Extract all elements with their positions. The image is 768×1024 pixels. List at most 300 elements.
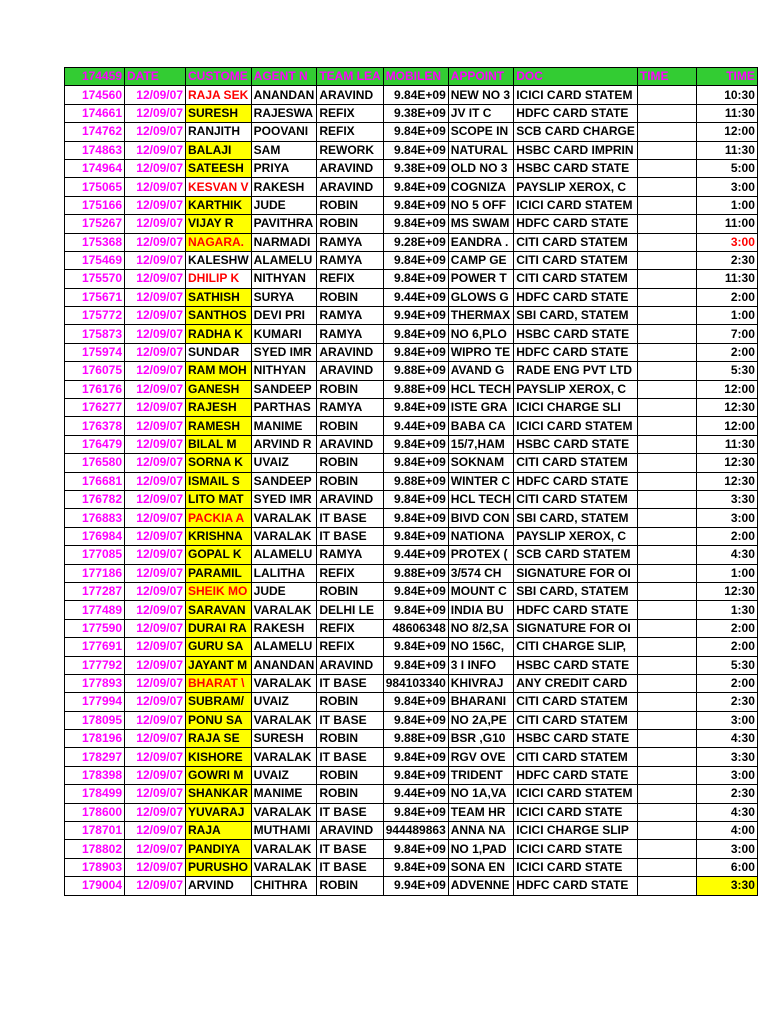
cell-id[interactable]: 174863 — [65, 141, 125, 159]
cell-date[interactable]: 12/09/07 — [125, 417, 186, 435]
cell-id[interactable]: 177792 — [65, 656, 125, 674]
cell-time[interactable] — [637, 509, 696, 527]
cell-doc[interactable]: ICICI CARD STATEM — [514, 86, 638, 104]
cell-team-lead[interactable]: RAMYA — [317, 307, 383, 325]
cell-appointment[interactable]: KHIVRAJ — [448, 674, 513, 692]
cell-mobile[interactable]: 9.84E+09 — [383, 435, 448, 453]
cell-date[interactable]: 12/09/07 — [125, 141, 186, 159]
cell-mobile[interactable]: 9.84E+09 — [383, 509, 448, 527]
cell-agent[interactable]: SYED IMR — [251, 490, 317, 508]
cell-id[interactable]: 175267 — [65, 215, 125, 233]
cell-id[interactable]: 176681 — [65, 472, 125, 490]
cell-team-lead[interactable]: ARAVIND — [317, 362, 383, 380]
cell-time[interactable] — [637, 123, 696, 141]
cell-id[interactable]: 177691 — [65, 638, 125, 656]
cell-agent[interactable]: PRIYA — [251, 159, 317, 177]
cell-team-lead[interactable]: IT BASE — [317, 674, 383, 692]
cell-time2[interactable]: 10:30 — [696, 86, 757, 104]
cell-mobile[interactable]: 9.84E+09 — [383, 178, 448, 196]
cell-date[interactable]: 12/09/07 — [125, 435, 186, 453]
cell-mobile[interactable]: 9.84E+09 — [383, 748, 448, 766]
cell-customer[interactable]: RAJESH — [186, 399, 252, 417]
cell-agent[interactable]: LALITHA — [251, 564, 317, 582]
cell-time2[interactable]: 3:00 — [696, 711, 757, 729]
cell-date[interactable]: 12/09/07 — [125, 325, 186, 343]
cell-team-lead[interactable]: ROBIN — [317, 417, 383, 435]
cell-customer[interactable]: RAMESH — [186, 417, 252, 435]
cell-mobile[interactable]: 9.84E+09 — [383, 141, 448, 159]
cell-doc[interactable]: CITI CARD STATEM — [514, 711, 638, 729]
cell-date[interactable]: 12/09/07 — [125, 748, 186, 766]
cell-agent[interactable]: UVAIZ — [251, 693, 317, 711]
cell-agent[interactable]: DEVI PRI — [251, 307, 317, 325]
cell-mobile[interactable]: 9.84E+09 — [383, 766, 448, 784]
cell-customer[interactable]: BALAJI — [186, 141, 252, 159]
cell-id[interactable]: 177994 — [65, 693, 125, 711]
cell-mobile[interactable]: 9.88E+09 — [383, 730, 448, 748]
cell-appointment[interactable]: ISTE GRA — [448, 399, 513, 417]
cell-id[interactable]: 176378 — [65, 417, 125, 435]
cell-agent[interactable]: ANANDAN — [251, 86, 317, 104]
cell-date[interactable]: 12/09/07 — [125, 380, 186, 398]
cell-doc[interactable]: SBI CARD, STATEM — [514, 582, 638, 600]
cell-doc[interactable]: ICICI CHARGE SLIP — [514, 822, 638, 840]
cell-agent[interactable]: MUTHAMI — [251, 822, 317, 840]
cell-time2[interactable]: 4:00 — [696, 822, 757, 840]
cell-doc[interactable]: PAYSLIP XEROX, C — [514, 178, 638, 196]
cell-team-lead[interactable]: ARAVIND — [317, 178, 383, 196]
cell-appointment[interactable]: RGV OVE — [448, 748, 513, 766]
cell-time[interactable] — [637, 380, 696, 398]
cell-date[interactable]: 12/09/07 — [125, 490, 186, 508]
cell-date[interactable]: 12/09/07 — [125, 288, 186, 306]
cell-date[interactable]: 12/09/07 — [125, 343, 186, 361]
header-cell-customer[interactable]: CUSTOME — [186, 68, 252, 86]
cell-customer[interactable]: GURU SA — [186, 638, 252, 656]
cell-date[interactable]: 12/09/07 — [125, 877, 186, 895]
cell-customer[interactable]: SANTHOS — [186, 307, 252, 325]
cell-doc[interactable]: HDFC CARD STATE — [514, 601, 638, 619]
cell-time[interactable] — [637, 307, 696, 325]
cell-time2[interactable]: 2:00 — [696, 638, 757, 656]
cell-mobile[interactable]: 9.84E+09 — [383, 638, 448, 656]
cell-team-lead[interactable]: ROBIN — [317, 785, 383, 803]
cell-agent[interactable]: ALAMELU — [251, 251, 317, 269]
cell-doc[interactable]: PAYSLIP XEROX, C — [514, 527, 638, 545]
cell-mobile[interactable]: 9.88E+09 — [383, 362, 448, 380]
cell-mobile[interactable]: 9.44E+09 — [383, 417, 448, 435]
cell-customer[interactable]: SATEESH — [186, 159, 252, 177]
cell-date[interactable]: 12/09/07 — [125, 582, 186, 600]
cell-doc[interactable]: SIGNATURE FOR OI — [514, 619, 638, 637]
cell-team-lead[interactable]: ROBIN — [317, 215, 383, 233]
cell-doc[interactable]: ICICI CARD STATE — [514, 858, 638, 876]
cell-appointment[interactable]: THERMAX — [448, 307, 513, 325]
cell-customer[interactable]: DURAI RA — [186, 619, 252, 637]
cell-team-lead[interactable]: ARAVIND — [317, 343, 383, 361]
cell-id[interactable]: 175873 — [65, 325, 125, 343]
cell-date[interactable]: 12/09/07 — [125, 86, 186, 104]
cell-appointment[interactable]: NO 2A,PE — [448, 711, 513, 729]
cell-id[interactable]: 175671 — [65, 288, 125, 306]
cell-agent[interactable]: PARTHAS — [251, 399, 317, 417]
cell-mobile[interactable]: 9.44E+09 — [383, 546, 448, 564]
cell-time2[interactable]: 4:30 — [696, 730, 757, 748]
cell-time[interactable] — [637, 343, 696, 361]
cell-id[interactable]: 179004 — [65, 877, 125, 895]
cell-customer[interactable]: RADHA K — [186, 325, 252, 343]
cell-date[interactable]: 12/09/07 — [125, 159, 186, 177]
cell-appointment[interactable]: 15/7,HAM — [448, 435, 513, 453]
cell-team-lead[interactable]: ROBIN — [317, 380, 383, 398]
cell-customer[interactable]: ISMAIL S — [186, 472, 252, 490]
cell-customer[interactable]: SUBRAM/ — [186, 693, 252, 711]
cell-customer[interactable]: RANJITH — [186, 123, 252, 141]
cell-appointment[interactable]: BSR ,G10 — [448, 730, 513, 748]
cell-mobile[interactable]: 9.84E+09 — [383, 251, 448, 269]
cell-time2[interactable]: 3:30 — [696, 748, 757, 766]
cell-customer[interactable]: GOPAL K — [186, 546, 252, 564]
cell-time[interactable] — [637, 215, 696, 233]
cell-time2[interactable]: 1:00 — [696, 564, 757, 582]
cell-time[interactable] — [637, 196, 696, 214]
cell-agent[interactable]: KUMARI — [251, 325, 317, 343]
cell-time[interactable] — [637, 840, 696, 858]
cell-agent[interactable]: CHITHRA — [251, 877, 317, 895]
cell-time[interactable] — [637, 803, 696, 821]
cell-appointment[interactable]: GLOWS G — [448, 288, 513, 306]
cell-id[interactable]: 176479 — [65, 435, 125, 453]
cell-date[interactable]: 12/09/07 — [125, 546, 186, 564]
cell-time2[interactable]: 12:30 — [696, 454, 757, 472]
cell-date[interactable]: 12/09/07 — [125, 399, 186, 417]
cell-doc[interactable]: SCB CARD STATEM — [514, 546, 638, 564]
cell-agent[interactable]: MANIME — [251, 785, 317, 803]
cell-date[interactable]: 12/09/07 — [125, 840, 186, 858]
cell-doc[interactable]: ICICI CHARGE SLI — [514, 399, 638, 417]
cell-mobile[interactable]: 9.84E+09 — [383, 693, 448, 711]
cell-doc[interactable]: HDFC CARD STATE — [514, 288, 638, 306]
cell-agent[interactable]: VARALAK — [251, 509, 317, 527]
cell-appointment[interactable]: WINTER C — [448, 472, 513, 490]
cell-id[interactable]: 175570 — [65, 270, 125, 288]
cell-time[interactable] — [637, 730, 696, 748]
cell-customer[interactable]: SHEIK MO — [186, 582, 252, 600]
cell-team-lead[interactable]: REWORK — [317, 141, 383, 159]
cell-appointment[interactable]: NO 1A,VA — [448, 785, 513, 803]
cell-mobile[interactable]: 9.84E+09 — [383, 840, 448, 858]
cell-customer[interactable]: GOWRI M — [186, 766, 252, 784]
cell-date[interactable]: 12/09/07 — [125, 656, 186, 674]
cell-agent[interactable]: JUDE — [251, 196, 317, 214]
cell-mobile[interactable]: 9.84E+09 — [383, 582, 448, 600]
cell-date[interactable]: 12/09/07 — [125, 730, 186, 748]
cell-date[interactable]: 12/09/07 — [125, 509, 186, 527]
cell-agent[interactable]: VARALAK — [251, 601, 317, 619]
cell-time[interactable] — [637, 86, 696, 104]
cell-time2[interactable]: 11:30 — [696, 141, 757, 159]
cell-agent[interactable]: RAJESWA — [251, 104, 317, 122]
cell-agent[interactable]: VARALAK — [251, 858, 317, 876]
cell-time2[interactable]: 2:00 — [696, 288, 757, 306]
cell-time2[interactable]: 12:30 — [696, 582, 757, 600]
cell-time[interactable] — [637, 822, 696, 840]
cell-time[interactable] — [637, 159, 696, 177]
cell-appointment[interactable]: BHARANI — [448, 693, 513, 711]
cell-appointment[interactable]: BIVD CON — [448, 509, 513, 527]
cell-mobile[interactable]: 9.88E+09 — [383, 380, 448, 398]
cell-time2[interactable]: 5:30 — [696, 656, 757, 674]
cell-time[interactable] — [637, 325, 696, 343]
cell-agent[interactable]: SYED IMR — [251, 343, 317, 361]
cell-date[interactable]: 12/09/07 — [125, 472, 186, 490]
cell-id[interactable]: 178802 — [65, 840, 125, 858]
cell-appointment[interactable]: ADVENNE — [448, 877, 513, 895]
cell-date[interactable]: 12/09/07 — [125, 858, 186, 876]
cell-team-lead[interactable]: ARAVIND — [317, 159, 383, 177]
cell-date[interactable]: 12/09/07 — [125, 785, 186, 803]
cell-doc[interactable]: ICICI CARD STATE — [514, 803, 638, 821]
cell-team-lead[interactable]: IT BASE — [317, 509, 383, 527]
cell-doc[interactable]: PAYSLIP XEROX, C — [514, 380, 638, 398]
cell-customer[interactable]: GANESH — [186, 380, 252, 398]
cell-appointment[interactable]: ANNA NA — [448, 822, 513, 840]
cell-mobile[interactable]: 9.84E+09 — [383, 270, 448, 288]
cell-agent[interactable]: PAVITHRA — [251, 215, 317, 233]
cell-id[interactable]: 177085 — [65, 546, 125, 564]
cell-time[interactable] — [637, 233, 696, 251]
cell-id[interactable]: 175166 — [65, 196, 125, 214]
cell-time[interactable] — [637, 785, 696, 803]
cell-agent[interactable]: SANDEEP — [251, 380, 317, 398]
cell-agent[interactable]: RAKESH — [251, 178, 317, 196]
cell-time[interactable] — [637, 564, 696, 582]
cell-customer[interactable]: SATHISH — [186, 288, 252, 306]
cell-doc[interactable]: ICICI CARD STATEM — [514, 196, 638, 214]
cell-customer[interactable]: SORNA K — [186, 454, 252, 472]
cell-customer[interactable]: SUNDAR — [186, 343, 252, 361]
cell-appointment[interactable]: TRIDENT — [448, 766, 513, 784]
cell-agent[interactable]: VARALAK — [251, 748, 317, 766]
cell-time2[interactable]: 4:30 — [696, 803, 757, 821]
cell-appointment[interactable]: 3/574 CH — [448, 564, 513, 582]
cell-date[interactable]: 12/09/07 — [125, 601, 186, 619]
cell-mobile[interactable]: 944489863 — [383, 822, 448, 840]
cell-team-lead[interactable]: REFIX — [317, 104, 383, 122]
cell-mobile[interactable]: 9.84E+09 — [383, 656, 448, 674]
cell-appointment[interactable]: NATIONA — [448, 527, 513, 545]
cell-doc[interactable]: CITI CARD STATEM — [514, 270, 638, 288]
cell-team-lead[interactable]: IT BASE — [317, 840, 383, 858]
cell-team-lead[interactable]: ROBIN — [317, 454, 383, 472]
cell-date[interactable]: 12/09/07 — [125, 564, 186, 582]
cell-time[interactable] — [637, 527, 696, 545]
cell-time[interactable] — [637, 178, 696, 196]
cell-mobile[interactable]: 9.84E+09 — [383, 803, 448, 821]
cell-id[interactable]: 178903 — [65, 858, 125, 876]
cell-customer[interactable]: NAGARA. — [186, 233, 252, 251]
cell-time2[interactable]: 4:30 — [696, 546, 757, 564]
cell-customer[interactable]: BILAL M — [186, 435, 252, 453]
cell-team-lead[interactable]: REFIX — [317, 564, 383, 582]
cell-time[interactable] — [637, 858, 696, 876]
cell-mobile[interactable]: 9.44E+09 — [383, 785, 448, 803]
cell-time[interactable] — [637, 601, 696, 619]
cell-mobile[interactable]: 9.94E+09 — [383, 307, 448, 325]
cell-time2[interactable]: 11:00 — [696, 215, 757, 233]
cell-id[interactable]: 177287 — [65, 582, 125, 600]
cell-id[interactable]: 176580 — [65, 454, 125, 472]
cell-agent[interactable]: SURYA — [251, 288, 317, 306]
cell-mobile[interactable]: 9.88E+09 — [383, 472, 448, 490]
cell-appointment[interactable]: 3 I INFO — [448, 656, 513, 674]
cell-team-lead[interactable]: REFIX — [317, 123, 383, 141]
cell-doc[interactable]: SIGNATURE FOR OI — [514, 564, 638, 582]
cell-doc[interactable]: CITI CARD STATEM — [514, 693, 638, 711]
cell-customer[interactable]: LITO MAT — [186, 490, 252, 508]
cell-customer[interactable]: KARTHIK — [186, 196, 252, 214]
cell-doc[interactable]: ANY CREDIT CARD — [514, 674, 638, 692]
cell-doc[interactable]: ICICI CARD STATEM — [514, 417, 638, 435]
cell-time2[interactable]: 3:00 — [696, 178, 757, 196]
cell-id[interactable]: 178196 — [65, 730, 125, 748]
cell-mobile[interactable]: 9.84E+09 — [383, 196, 448, 214]
cell-appointment[interactable]: NO 6,PLO — [448, 325, 513, 343]
cell-team-lead[interactable]: RAMYA — [317, 233, 383, 251]
cell-time[interactable] — [637, 104, 696, 122]
cell-time2[interactable]: 5:00 — [696, 159, 757, 177]
cell-id[interactable]: 175469 — [65, 251, 125, 269]
cell-team-lead[interactable]: DELHI LE — [317, 601, 383, 619]
cell-time2[interactable]: 11:30 — [696, 104, 757, 122]
cell-appointment[interactable]: OLD NO 3 — [448, 159, 513, 177]
cell-time[interactable] — [637, 711, 696, 729]
cell-doc[interactable]: HDFC CARD STATE — [514, 343, 638, 361]
cell-agent[interactable]: MANIME — [251, 417, 317, 435]
cell-agent[interactable]: ARVIND R — [251, 435, 317, 453]
cell-id[interactable]: 175772 — [65, 307, 125, 325]
cell-doc[interactable]: HDFC CARD STATE — [514, 766, 638, 784]
cell-customer[interactable]: PARAMIL — [186, 564, 252, 582]
cell-time[interactable] — [637, 417, 696, 435]
cell-doc[interactable]: HDFC CARD STATE — [514, 472, 638, 490]
cell-customer[interactable]: PONU SA — [186, 711, 252, 729]
cell-time[interactable] — [637, 435, 696, 453]
cell-agent[interactable]: VARALAK — [251, 803, 317, 821]
cell-doc[interactable]: CITI CARD STATEM — [514, 251, 638, 269]
cell-customer[interactable]: SHANKAR — [186, 785, 252, 803]
cell-time2[interactable]: 12:00 — [696, 417, 757, 435]
cell-agent[interactable]: UVAIZ — [251, 454, 317, 472]
cell-id[interactable]: 177590 — [65, 619, 125, 637]
cell-time2[interactable]: 1:00 — [696, 196, 757, 214]
cell-id[interactable]: 174661 — [65, 104, 125, 122]
cell-time[interactable] — [637, 362, 696, 380]
cell-time2[interactable]: 3:00 — [696, 233, 757, 251]
cell-id[interactable]: 176883 — [65, 509, 125, 527]
cell-appointment[interactable]: JV IT C — [448, 104, 513, 122]
cell-appointment[interactable]: SCOPE IN — [448, 123, 513, 141]
cell-mobile[interactable]: 9.38E+09 — [383, 159, 448, 177]
cell-appointment[interactable]: TEAM HR — [448, 803, 513, 821]
cell-id[interactable]: 176984 — [65, 527, 125, 545]
cell-doc[interactable]: CITI CHARGE SLIP, — [514, 638, 638, 656]
cell-time2[interactable]: 3:00 — [696, 766, 757, 784]
cell-date[interactable]: 12/09/07 — [125, 307, 186, 325]
cell-agent[interactable]: ANANDAN — [251, 656, 317, 674]
cell-time[interactable] — [637, 546, 696, 564]
header-cell-agent[interactable]: AGENT N — [251, 68, 317, 86]
cell-doc[interactable]: CITI CARD STATEM — [514, 748, 638, 766]
cell-agent[interactable]: NARMADI — [251, 233, 317, 251]
cell-doc[interactable]: CITI CARD STATEM — [514, 490, 638, 508]
cell-team-lead[interactable]: IT BASE — [317, 748, 383, 766]
cell-appointment[interactable]: NEW NO 3 — [448, 86, 513, 104]
cell-team-lead[interactable]: ROBIN — [317, 288, 383, 306]
cell-agent[interactable]: VARALAK — [251, 527, 317, 545]
cell-agent[interactable]: SANDEEP — [251, 472, 317, 490]
cell-mobile[interactable]: 9.84E+09 — [383, 86, 448, 104]
cell-customer[interactable]: SURESH — [186, 104, 252, 122]
cell-appointment[interactable]: MS SWAM — [448, 215, 513, 233]
cell-agent[interactable]: SURESH — [251, 730, 317, 748]
cell-time2[interactable]: 2:00 — [696, 674, 757, 692]
cell-date[interactable]: 12/09/07 — [125, 822, 186, 840]
cell-doc[interactable]: HSBC CARD STATE — [514, 435, 638, 453]
cell-id[interactable]: 176176 — [65, 380, 125, 398]
cell-id[interactable]: 175065 — [65, 178, 125, 196]
cell-appointment[interactable]: NATURAL — [448, 141, 513, 159]
cell-time2[interactable]: 2:00 — [696, 527, 757, 545]
cell-mobile[interactable]: 984103340 — [383, 674, 448, 692]
cell-time[interactable] — [637, 619, 696, 637]
cell-mobile[interactable]: 9.84E+09 — [383, 215, 448, 233]
cell-appointment[interactable]: NO 156C, — [448, 638, 513, 656]
cell-mobile[interactable]: 9.44E+09 — [383, 288, 448, 306]
header-cell-date[interactable]: DATE — [125, 68, 186, 86]
cell-team-lead[interactable]: REFIX — [317, 638, 383, 656]
cell-agent[interactable]: UVAIZ — [251, 766, 317, 784]
header-cell-id[interactable]: 174459 — [65, 68, 125, 86]
cell-mobile[interactable]: 9.38E+09 — [383, 104, 448, 122]
header-cell-time2[interactable]: TIME — [696, 68, 757, 86]
cell-team-lead[interactable]: ROBIN — [317, 730, 383, 748]
cell-team-lead[interactable]: ROBIN — [317, 582, 383, 600]
cell-id[interactable]: 178600 — [65, 803, 125, 821]
cell-team-lead[interactable]: ARAVIND — [317, 490, 383, 508]
cell-id[interactable]: 174964 — [65, 159, 125, 177]
cell-agent[interactable]: NITHYAN — [251, 362, 317, 380]
cell-mobile[interactable]: 9.84E+09 — [383, 343, 448, 361]
cell-team-lead[interactable]: IT BASE — [317, 711, 383, 729]
cell-date[interactable]: 12/09/07 — [125, 270, 186, 288]
cell-appointment[interactable]: BABA CA — [448, 417, 513, 435]
cell-customer[interactable]: PACKIA A — [186, 509, 252, 527]
cell-date[interactable]: 12/09/07 — [125, 178, 186, 196]
cell-doc[interactable]: CITI CARD STATEM — [514, 233, 638, 251]
cell-appointment[interactable]: MOUNT C — [448, 582, 513, 600]
cell-customer[interactable]: YUVARAJ — [186, 803, 252, 821]
cell-time2[interactable]: 12:30 — [696, 399, 757, 417]
cell-date[interactable]: 12/09/07 — [125, 527, 186, 545]
cell-agent[interactable]: POOVANI — [251, 123, 317, 141]
cell-date[interactable]: 12/09/07 — [125, 215, 186, 233]
cell-id[interactable]: 177489 — [65, 601, 125, 619]
cell-customer[interactable]: VIJAY R — [186, 215, 252, 233]
cell-doc[interactable]: ICICI CARD STATE — [514, 840, 638, 858]
header-cell-mobile[interactable]: MOBILEN — [383, 68, 448, 86]
cell-agent[interactable]: VARALAK — [251, 711, 317, 729]
